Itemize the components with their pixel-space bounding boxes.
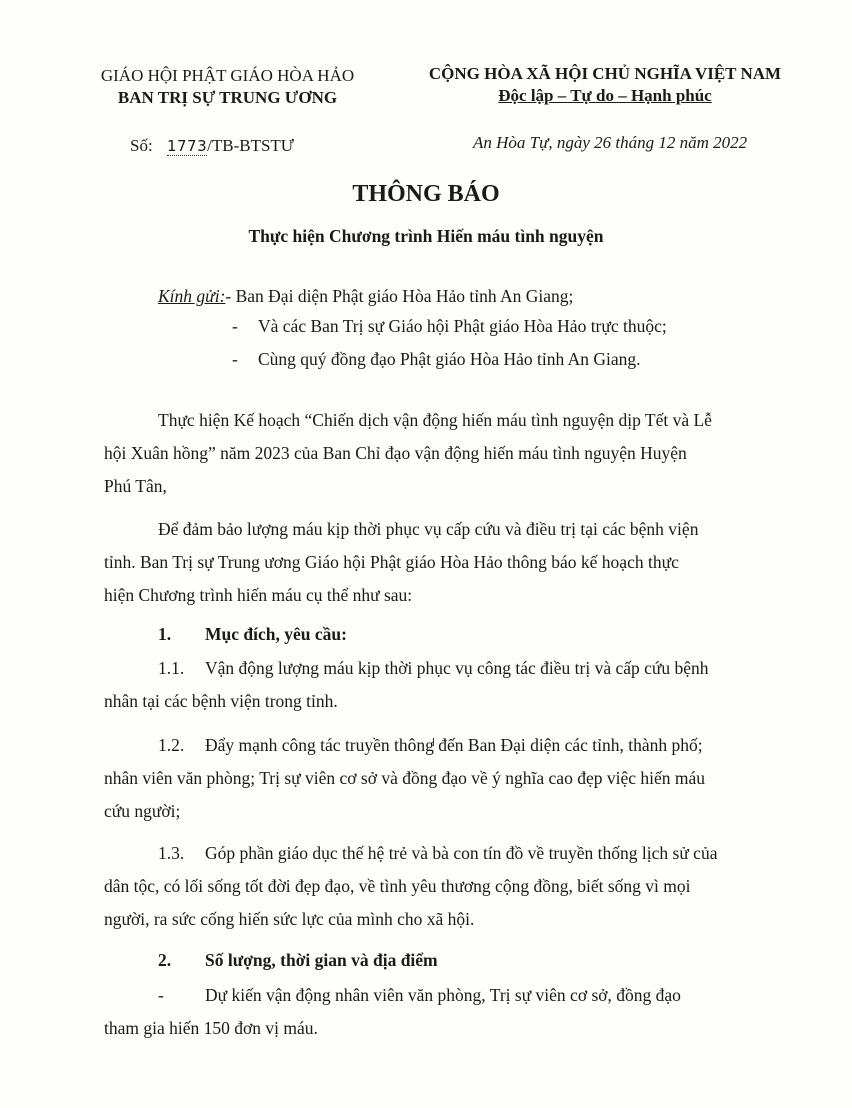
section-2-title: Số lượng, thời gian và địa điểm (205, 950, 438, 970)
item-1-1-line-1: Vận động lượng máu kịp thời phục vụ công tác điều trị và cấp cứu bệnh (205, 658, 709, 678)
recipient-label: Kính gửi: (158, 286, 226, 306)
intro-line-1: Thực hiện Kế hoạch “Chiến dịch vận động hiến máu tình nguyện dịp Tết và Lễ (158, 410, 712, 430)
section-2-number: 2. (158, 950, 172, 970)
item-1-2-line-2: nhân viên văn phòng; Trị sự viên cơ sở và đồng đạo về ý nghĩa cao đẹp việc hiến máu (104, 768, 705, 788)
recipient-1: - Ban Đại diện Phật giáo Hòa Hảo tỉnh An Giang; (225, 286, 574, 306)
purpose-line-2: tỉnh. Ban Trị sự Trung ương Giáo hội Phật giáo Hòa Hảo thông báo kế hoạch thực (104, 552, 679, 572)
organization-unit: BAN TRỊ SỰ TRUNG ƯƠNG (117, 88, 338, 107)
recipient-3: Cùng quý đồng đạo Phật giáo Hòa Hảo tỉnh An Giang. (258, 349, 641, 369)
document-number-handwritten: 1773 (166, 137, 208, 155)
organization-name: GIÁO HỘI PHẬT GIÁO HÒA HẢO (100, 66, 355, 85)
item-1-1-number: 1.1. (158, 658, 185, 678)
nation-motto: Độc lập – Tự do – Hạnh phúc (498, 86, 712, 105)
purpose-line-1: Để đảm bảo lượng máu kịp thời phục vụ cấp cứu và điều trị tại các bệnh viện (158, 519, 699, 539)
bullet-line-1: Dự kiến vận động nhân viên văn phòng, Trị sự viên cơ sở, đồng đạo (205, 985, 681, 1005)
section-1-number: 1. (158, 624, 172, 644)
document-number (130, 136, 294, 156)
nation-name: CỘNG HÒA XÃ HỘI CHỦ NGHĨA VIỆT NAM (428, 64, 782, 83)
item-1-2-number: 1.2. (158, 735, 185, 755)
item-1-3-line-2: dân tộc, có lối sống tốt đời đẹp đạo, về tình yêu thương cộng đồng, biết sống vì mọi (104, 876, 691, 896)
intro-line-3: Phú Tân, (104, 476, 167, 496)
bullet-dash: - (158, 985, 164, 1005)
document-subtitle: Thực hiện Chương trình Hiến máu tình nguyện (248, 226, 604, 246)
item-1-2-line-3: cứu người; (104, 801, 181, 821)
recipient-dash-3: - (232, 349, 238, 369)
item-1-3-line-3: người, ra sức cống hiến sức lực của mình cho xã hội. (104, 909, 475, 929)
item-1-3-number: 1.3. (158, 843, 185, 863)
place-date: An Hòa Tự, ngày 26 tháng 12 năm 2022 (473, 133, 748, 152)
item-1-3-line-1: Góp phần giáo dục thế hệ trẻ và bà con tín đồ về truyền thống lịch sử của (205, 843, 718, 863)
purpose-line-3: hiện Chương trình hiến máu cụ thể như sau: (104, 585, 413, 605)
recipient-line-1 (158, 286, 573, 306)
item-1-2-line-1: Đẩy mạnh công tác truyền thông đến Ban Đại diện các tỉnh, thành phố; (205, 735, 703, 755)
intro-line-2: hội Xuân hồng” năm 2023 của Ban Chỉ đạo vận động hiến máu tình nguyện Huyện (104, 443, 687, 463)
recipient-dash-2: - (232, 316, 238, 336)
section-1-title: Mục đích, yêu cầu: (205, 624, 347, 644)
document-title: THÔNG BÁO (352, 181, 500, 207)
bullet-line-2: tham gia hiến 150 đơn vị máu. (104, 1018, 318, 1038)
document-number-label: Số: (130, 136, 153, 155)
document-number-suffix: /TB-BTSTƯ (207, 136, 294, 155)
item-1-1-line-2: nhân tại các bệnh viện trong tỉnh. (104, 691, 338, 711)
recipient-2: Và các Ban Trị sự Giáo hội Phật giáo Hòa Hảo trực thuộc; (258, 316, 667, 336)
